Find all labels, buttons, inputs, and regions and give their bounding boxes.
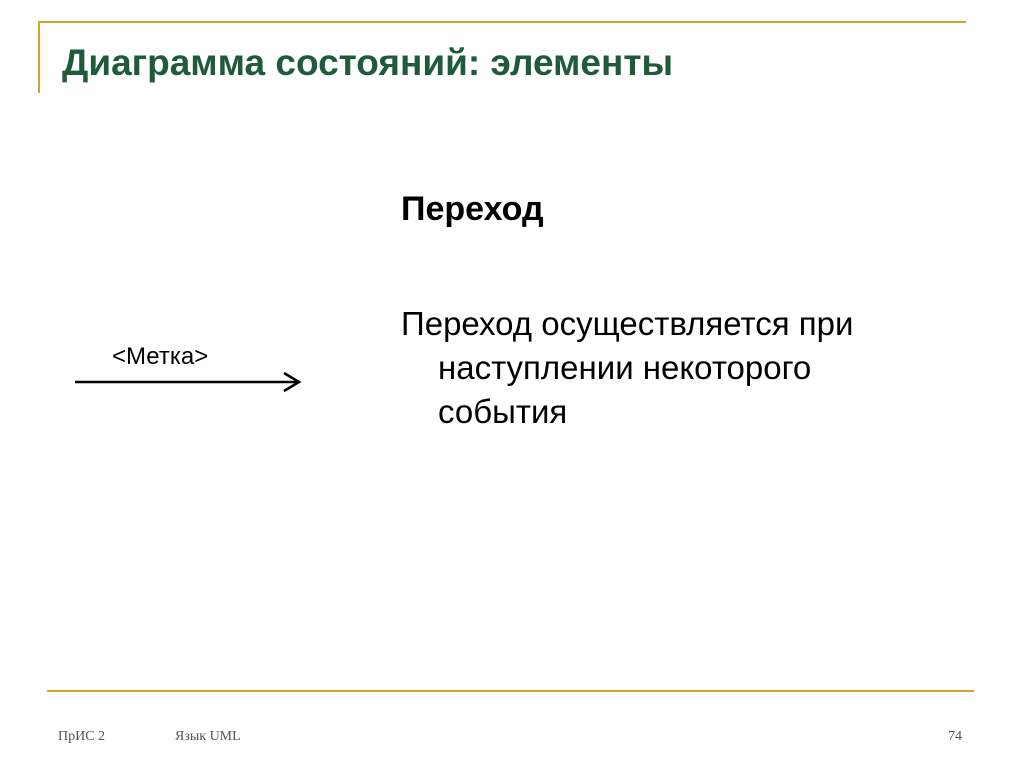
bottom-rule (47, 690, 974, 692)
footer-topic: Язык UML (175, 729, 241, 744)
top-rule (38, 21, 966, 23)
description-line-2: наступлении некоторого (438, 349, 812, 386)
footer-course: ПрИС 2 (58, 729, 106, 744)
slide-title: Диаграмма состояний: элементы (62, 42, 674, 83)
section-heading: Переход (401, 190, 544, 228)
right-arrow-icon (70, 370, 310, 400)
transition-label: <Метка> (112, 343, 209, 370)
page-number: 74 (948, 729, 962, 744)
description (401, 302, 961, 434)
left-rule (38, 21, 40, 93)
description-line-3: события (438, 393, 568, 430)
description-line-1: Переход осуществляется при (401, 305, 854, 342)
